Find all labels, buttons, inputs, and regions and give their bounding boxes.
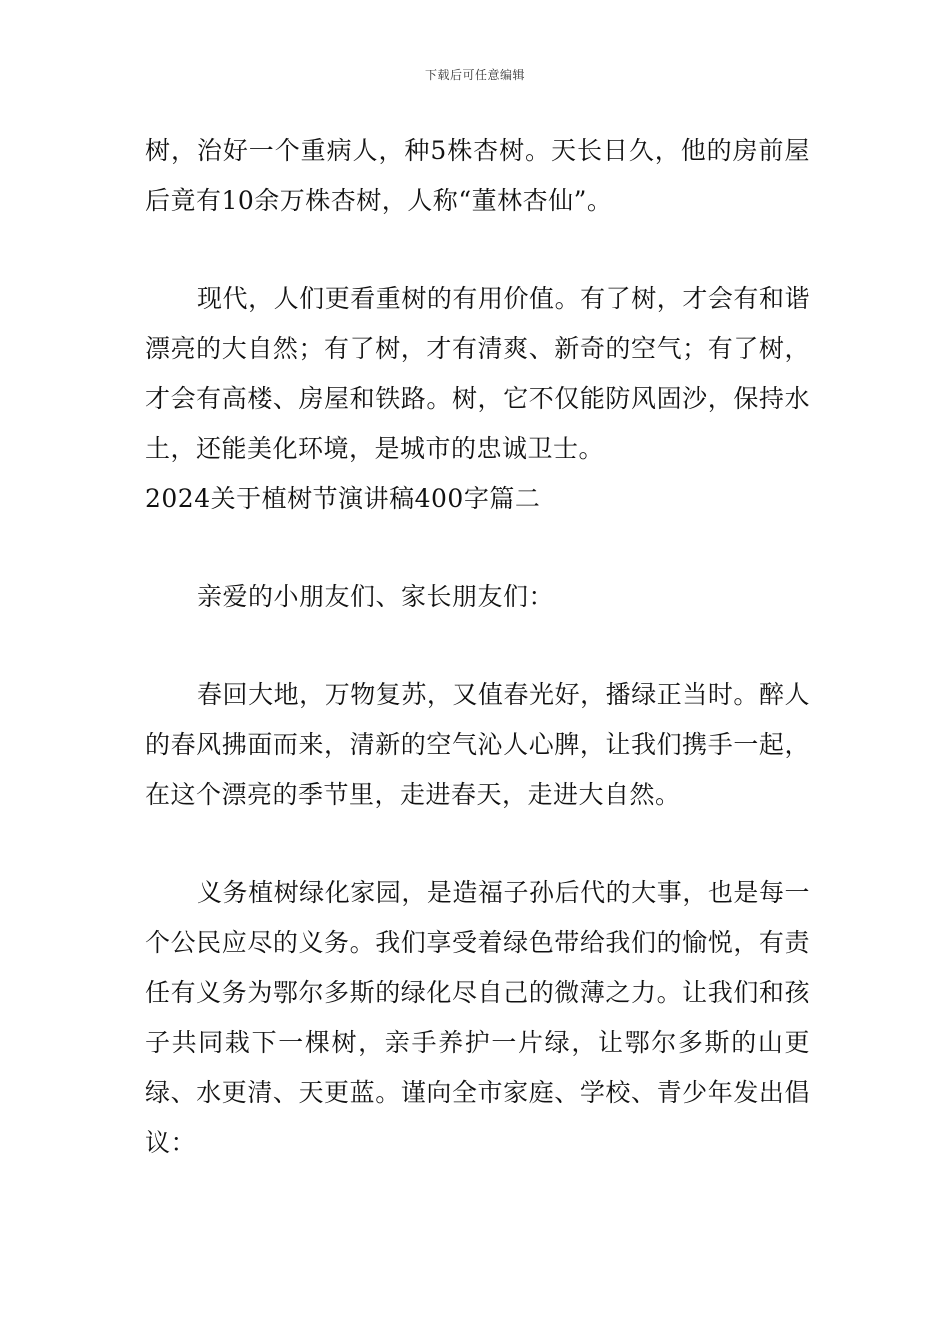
paragraph-spacer xyxy=(145,524,810,572)
page-header-note: 下载后可任意编辑 xyxy=(424,68,525,82)
paragraph-continuation: 树，治好一个重病人，种5株杏树。天长日久，他的房前屋后竟有10余万株杏树，人称“董林杏仙”。 xyxy=(145,136,810,215)
section-heading: 2024关于植树节演讲稿400字篇二 xyxy=(145,484,541,513)
document-body xyxy=(145,126,810,1168)
paragraph-salutation: 亲爱的小朋友们、家长朋友们： xyxy=(197,582,555,611)
paragraph-spacer xyxy=(145,226,810,274)
paragraph-spacer xyxy=(145,820,810,868)
paragraph-spring: 春回大地，万物复苏，又值春光好，播绿正当时。醉人的春风拂面而来，清新的空气沁人心脾，让我们携手一起，在这个漂亮的季节里，走进春天，走进大自然。 xyxy=(145,680,810,809)
paragraph-spacer xyxy=(145,622,810,670)
paragraph-duty: 义务植树绿化家园，是造福子孙后代的大事，也是每一个公民应尽的义务。我们享受着绿色带给我们的愉悦，有责任有义务为鄂尔多斯的绿化尽自己的微薄之力。让我们和孩子共同栽下一棵树，亲手养护一片绿，让鄂尔多斯的山更绿、水更清、天更蓝。谨向全市家庭、学校、青少年发出倡议： xyxy=(145,878,810,1157)
paragraph-modern-value: 现代，人们更看重树的有用价值。有了树，才会有和谐漂亮的大自然；有了树，才有清爽、新奇的空气；有了树，才会有高楼、房屋和铁路。树，它不仅能防风固沙，保持水土，还能美化环境，是城市的忠诚卫士。 xyxy=(145,284,810,463)
